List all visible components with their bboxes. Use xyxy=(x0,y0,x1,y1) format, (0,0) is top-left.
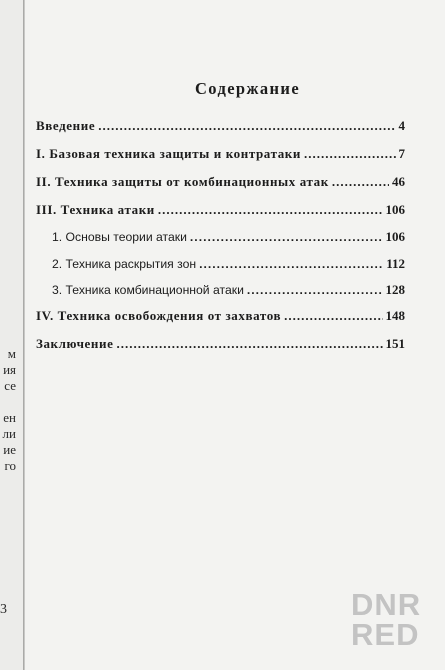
toc-page-number: 151 xyxy=(385,336,405,351)
toc-leader-dots xyxy=(116,336,382,352)
toc-page-number: 46 xyxy=(392,174,405,189)
left-page-text: ен xyxy=(3,410,16,425)
left-page-text: ия xyxy=(3,362,16,377)
toc-leader-dots xyxy=(332,174,389,190)
toc-page-number: 4 xyxy=(398,118,405,133)
left-page-text: се xyxy=(4,378,16,393)
toc-label: Введение xyxy=(36,118,96,133)
toc-entry-section-3-3 xyxy=(52,282,405,298)
toc-label: I. Базовая техника защиты и контратаки xyxy=(36,146,301,161)
toc-entry-chapter-3 xyxy=(36,202,405,218)
toc-entry-chapter-4 xyxy=(36,308,405,324)
page-fold xyxy=(23,0,25,670)
toc-label: 3. Техника комбинационной атаки xyxy=(52,283,244,297)
toc-label: II. Техника защиты от комбинационных атак xyxy=(36,174,329,189)
toc-page-number: 7 xyxy=(398,146,405,161)
watermark-line: RED xyxy=(351,617,420,652)
left-page-text: ие xyxy=(3,442,16,457)
toc-page-number: 128 xyxy=(385,282,405,297)
toc-page-number: 106 xyxy=(385,202,405,217)
toc-label: Заключение xyxy=(36,336,114,351)
left-page-text: м xyxy=(7,346,16,361)
toc-page-number: 112 xyxy=(386,256,405,271)
toc-entry-introduction xyxy=(36,118,405,134)
toc-leader-dots xyxy=(98,118,395,134)
toc-leader-dots xyxy=(158,202,383,218)
left-page-text: ли xyxy=(2,426,16,441)
toc-label: III. Техника атаки xyxy=(36,202,155,217)
toc-entry-chapter-1 xyxy=(36,146,405,162)
toc-entry-chapter-2 xyxy=(36,174,405,190)
toc-leader-dots xyxy=(199,257,383,271)
left-page-number: 3 xyxy=(0,602,7,617)
toc-leader-dots xyxy=(190,230,383,244)
page-title: Содержание xyxy=(194,79,301,98)
watermark-logo xyxy=(351,587,441,652)
toc-page-number: 148 xyxy=(385,308,405,323)
toc-label: IV. Техника освобождения от захватов xyxy=(36,308,282,323)
left-page-edge xyxy=(0,0,24,670)
toc-leader-dots xyxy=(247,283,383,297)
left-page-text: го xyxy=(4,458,16,473)
toc-entry-conclusion xyxy=(36,336,405,352)
toc-label: 2. Техника раскрытия зон xyxy=(52,257,197,271)
toc-leader-dots xyxy=(304,146,396,162)
toc-entry-section-3-1 xyxy=(52,229,405,245)
toc-entry-section-3-2 xyxy=(52,256,405,272)
toc-page-number: 106 xyxy=(385,229,405,244)
toc-label: 1. Основы теории атаки xyxy=(52,230,187,244)
watermark-line: DNR xyxy=(351,587,422,622)
toc-leader-dots xyxy=(284,308,382,324)
